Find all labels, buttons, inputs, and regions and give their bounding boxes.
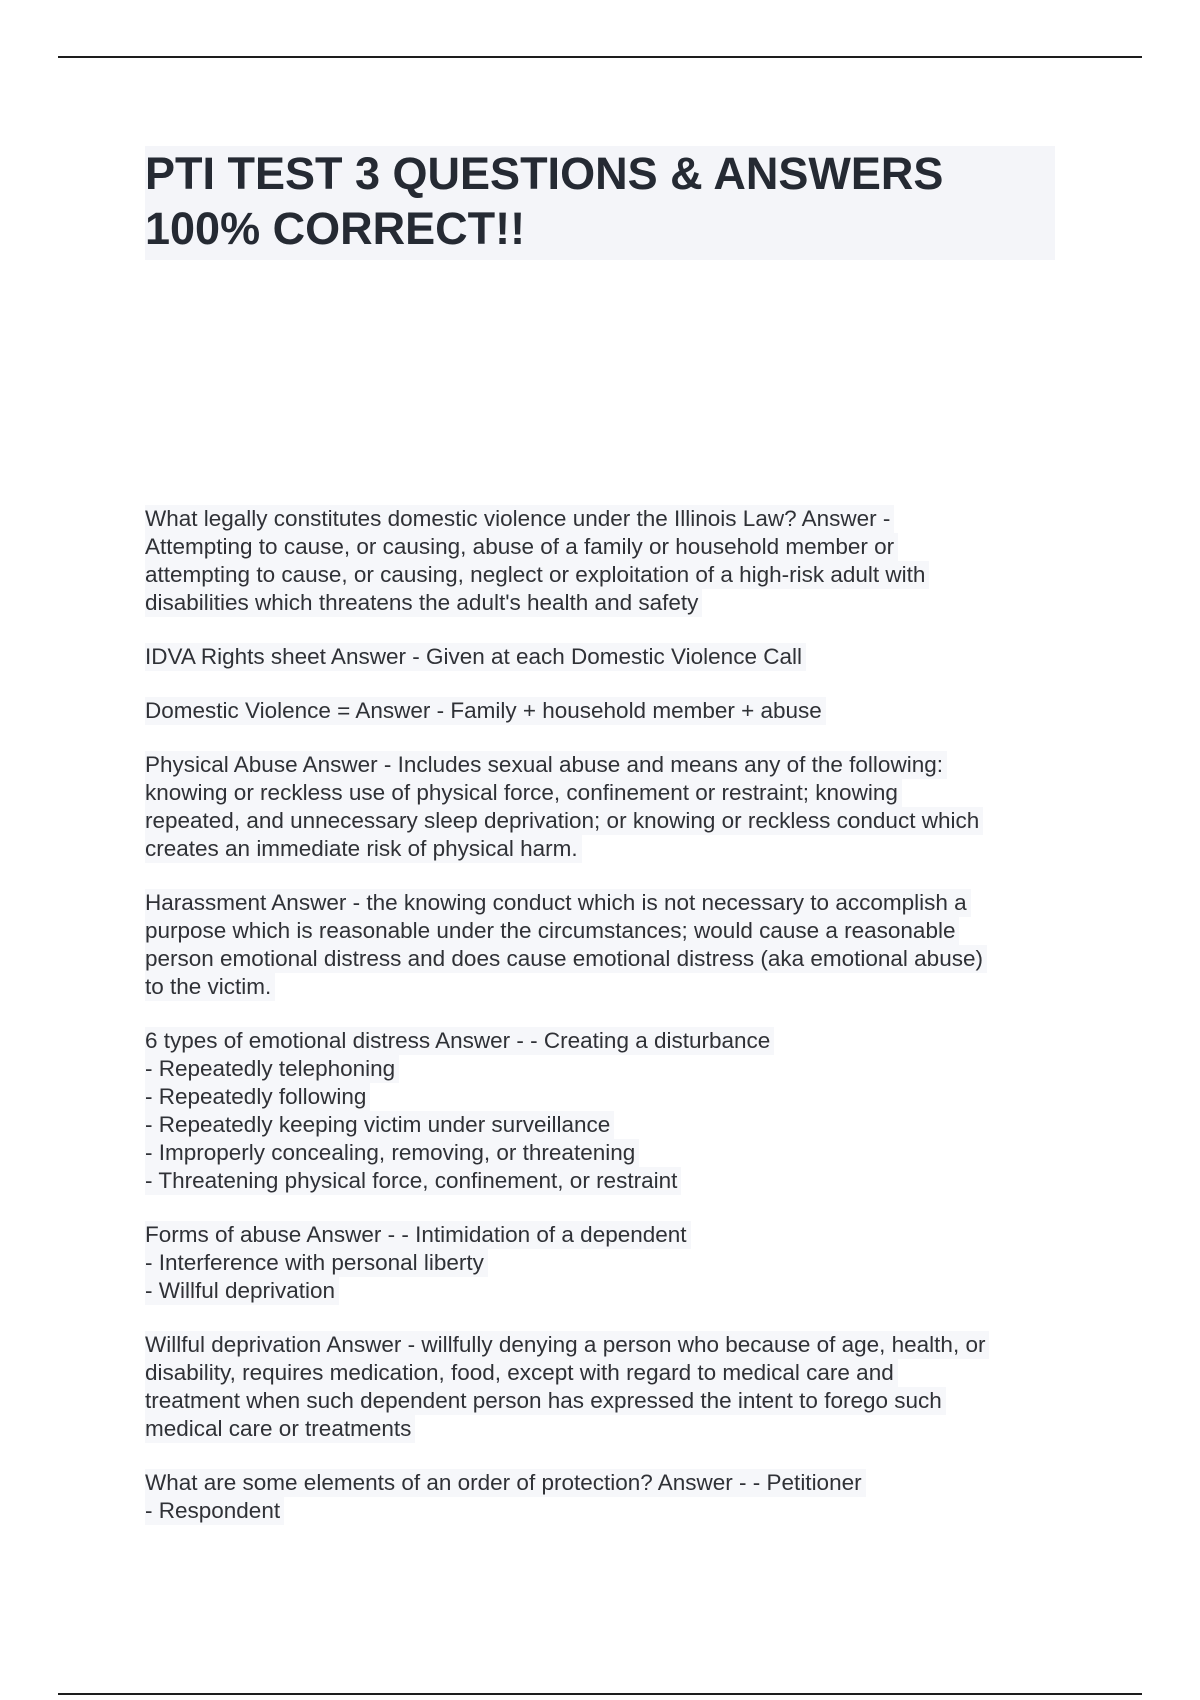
bottom-rule xyxy=(58,1693,1142,1695)
qa-line: Attempting to cause, or causing, abuse of a family or household member or xyxy=(145,533,898,561)
qa-line: - Repeatedly keeping victim under surveillance xyxy=(145,1111,614,1139)
qa-line: knowing or reckless use of physical force, confinement or restraint; knowing xyxy=(145,779,902,807)
title-line: 100% CORRECT!! xyxy=(145,203,526,254)
top-rule xyxy=(58,56,1142,58)
qa-line: What legally constitutes domestic violence under the Illinois Law? Answer - xyxy=(145,505,894,533)
qa-line: IDVA Rights sheet Answer - Given at each Domestic Violence Call xyxy=(145,643,806,671)
qa-item xyxy=(145,1469,1055,1525)
qa-line: - Respondent xyxy=(145,1497,284,1525)
qa-line: disability, requires medication, food, except with regard to medical care and xyxy=(145,1359,898,1387)
title-block xyxy=(145,146,1055,260)
qa-item xyxy=(145,505,1055,617)
qa-line: What are some elements of an order of protection? Answer - - Petitioner xyxy=(145,1469,866,1497)
qa-line: attempting to cause, or causing, neglect or exploitation of a high-risk adult with xyxy=(145,561,929,589)
qa-line: Forms of abuse Answer - - Intimidation of a dependent xyxy=(145,1221,691,1249)
qa-line: Willful deprivation Answer - willfully denying a person who because of age, health, or xyxy=(145,1331,989,1359)
qa-line: Domestic Violence = Answer - Family + household member + abuse xyxy=(145,697,826,725)
qa-line: medical care or treatments xyxy=(145,1415,415,1443)
qa-line: - Willful deprivation xyxy=(145,1277,339,1305)
qa-line: to the victim. xyxy=(145,973,275,1001)
qa-list xyxy=(145,505,1055,1551)
qa-item xyxy=(145,889,1055,1001)
document-title xyxy=(145,146,1055,260)
qa-line: treatment when such dependent person has expressed the intent to forego such xyxy=(145,1387,946,1415)
qa-line: - Threatening physical force, confinement, or restraint xyxy=(145,1167,681,1195)
qa-item xyxy=(145,643,1055,671)
qa-item xyxy=(145,751,1055,863)
qa-line: 6 types of emotional distress Answer - - Creating a disturbance xyxy=(145,1027,774,1055)
qa-item xyxy=(145,697,1055,725)
qa-line: - Improperly concealing, removing, or threatening xyxy=(145,1139,639,1167)
qa-line: - Interference with personal liberty xyxy=(145,1249,488,1277)
title-line: PTI TEST 3 QUESTIONS & ANSWERS xyxy=(145,148,944,199)
qa-item xyxy=(145,1221,1055,1305)
qa-line: Physical Abuse Answer - Includes sexual abuse and means any of the following: xyxy=(145,751,947,779)
qa-line: person emotional distress and does cause emotional distress (aka emotional abuse) xyxy=(145,945,987,973)
qa-line: creates an immediate risk of physical harm. xyxy=(145,835,582,863)
qa-line: purpose which is reasonable under the circumstances; would cause a reasonable xyxy=(145,917,959,945)
qa-item xyxy=(145,1027,1055,1195)
qa-line: disabilities which threatens the adult's health and safety xyxy=(145,589,702,617)
qa-line: - Repeatedly following xyxy=(145,1083,370,1111)
qa-item xyxy=(145,1331,1055,1443)
qa-line: Harassment Answer - the knowing conduct which is not necessary to accomplish a xyxy=(145,889,971,917)
qa-line: repeated, and unnecessary sleep deprivation; or knowing or reckless conduct which xyxy=(145,807,983,835)
qa-line: - Repeatedly telephoning xyxy=(145,1055,399,1083)
